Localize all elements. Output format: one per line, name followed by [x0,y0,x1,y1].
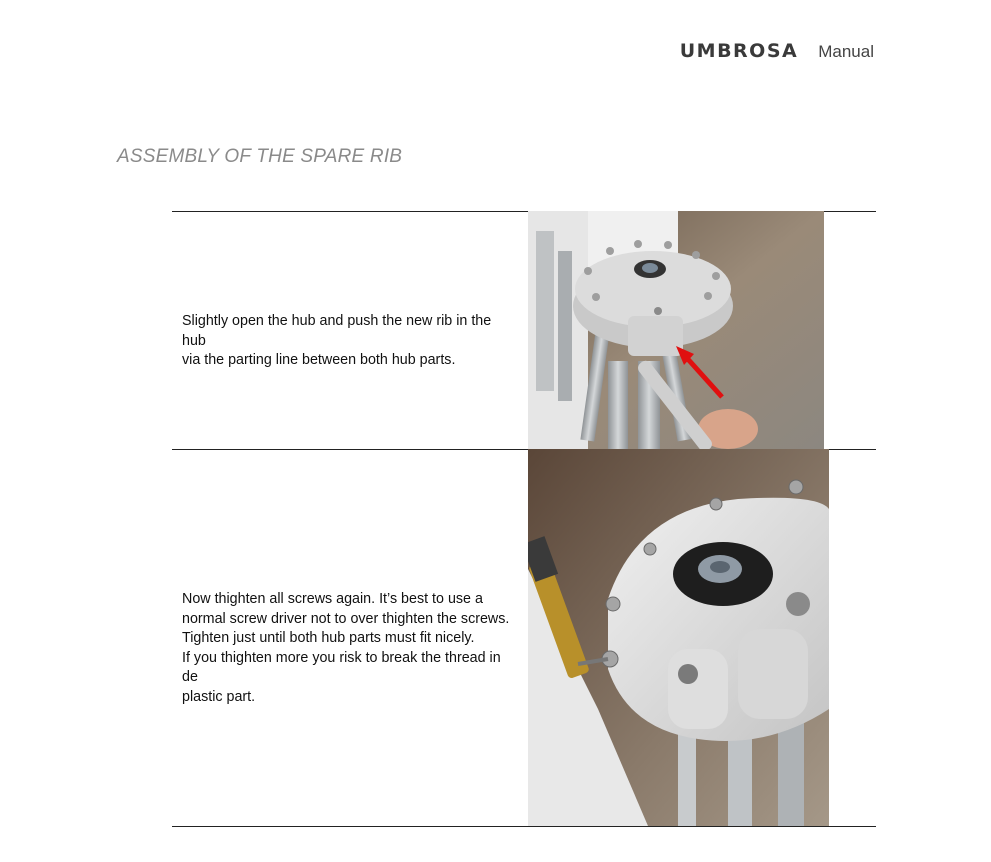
table-bottom-rule [172,826,876,827]
brand-logo: UMBROSA [679,40,799,62]
page-header [680,40,874,62]
step-row-1 [172,211,876,449]
step-2-line-1: Now thighten all screws again. It’s best to use a [182,591,483,607]
step-1-line-2: via the parting line between both hub parts. [182,352,456,368]
section-title: ASSEMBLY OF THE SPARE RIB [117,146,403,167]
step-2-line-4: If you thighten more you risk to break the thread in de [182,649,501,685]
step-2-line-2: normal screw driver not to over thighten the screws. [182,610,510,627]
hub-photo-insert-rib [528,211,824,449]
step-2-instructions [182,590,512,707]
hub-photo-tighten-screws [528,449,829,826]
step-2-line-3: Tighten just until both hub parts must fit nicely. [182,630,475,646]
step-row-2 [172,449,876,826]
step-1-instructions [182,312,512,371]
document-type: Manual [818,42,874,61]
step-1-line-1: Slightly open the hub and push the new rib in the hub [182,313,492,349]
step-2-line-5: plastic part. [182,688,256,705]
